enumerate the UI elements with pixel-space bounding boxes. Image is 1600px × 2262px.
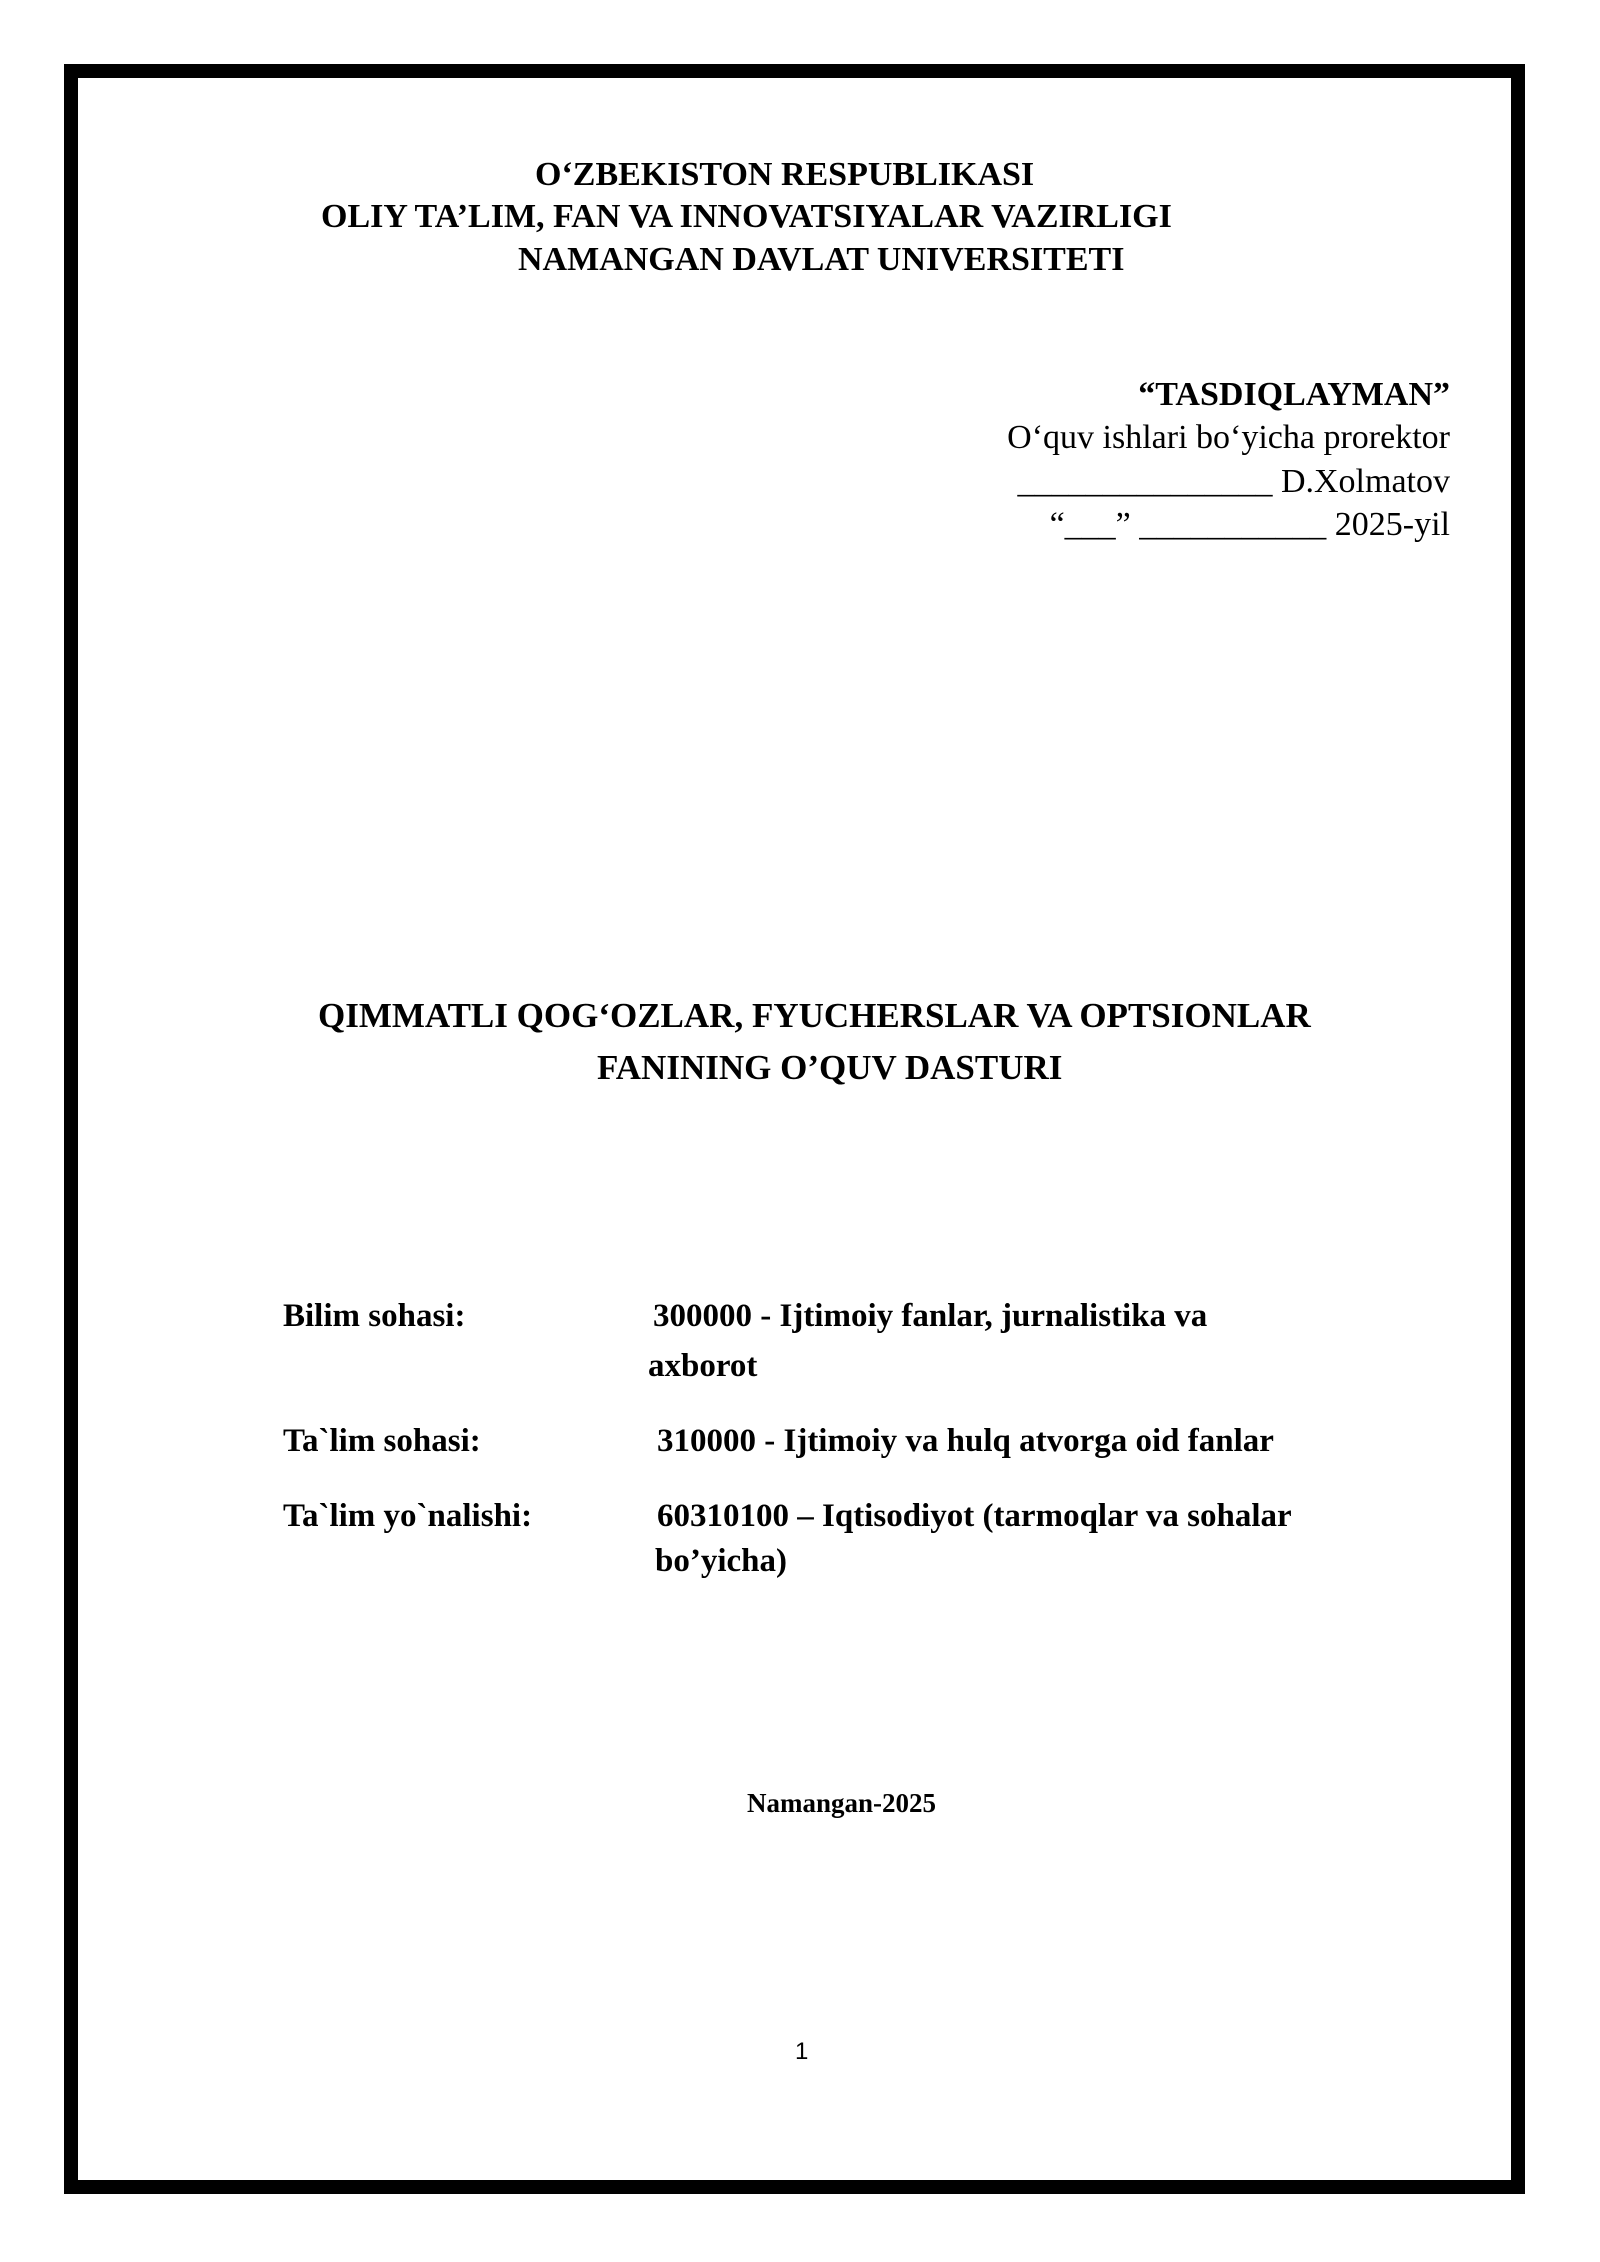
info-label-talim-yonalishi: Ta`lim yo`nalishi: [283, 1498, 533, 1534]
info-label-bilim-sohasi: Bilim sohasi: [283, 1298, 466, 1334]
header-ministry: OLIY TA’LIM, FAN VA INNOVATSIYALAR VAZIRLIGI [321, 198, 1172, 235]
document-title-line2: FANINING O’QUV DASTURI [597, 1048, 1063, 1087]
document-title-line1: QIMMATLI QOG‘OZLAR, FYUCHERSLAR VA OPTSIONLAR [318, 996, 1311, 1035]
city-year: Namangan-2025 [747, 1788, 937, 1818]
info-value-talim-yonalishi-cont: bo’yicha) [655, 1543, 787, 1579]
header-country: O‘ZBEKISTON RESPUBLIKASI [535, 156, 1035, 193]
approval-position: O‘quv ishlari bo‘yicha prorektor [1007, 419, 1450, 456]
info-value-talim-yonalishi: 60310100 – Iqtisodiyot (tarmoqlar va sohalar [657, 1498, 1292, 1534]
info-value-talim-sohasi: 310000 - Ijtimoiy va hulq atvorga oid fanlar [657, 1423, 1274, 1459]
info-value-bilim-sohasi-cont: axborot [648, 1348, 758, 1384]
approval-title: “TASDIQLAYMAN” [1138, 376, 1450, 413]
approval-signature-line: _______________ D.Xolmatov [1017, 463, 1450, 500]
info-value-bilim-sohasi: 300000 - Ijtimoiy fanlar, jurnalistika va [653, 1298, 1208, 1334]
page-number: 1 [795, 2038, 809, 2065]
header-university: NAMANGAN DAVLAT UNIVERSITETI [518, 241, 1125, 278]
info-label-talim-sohasi: Ta`lim sohasi: [283, 1423, 481, 1459]
approval-date-line: “___” ___________ 2025-yil [1049, 506, 1450, 543]
